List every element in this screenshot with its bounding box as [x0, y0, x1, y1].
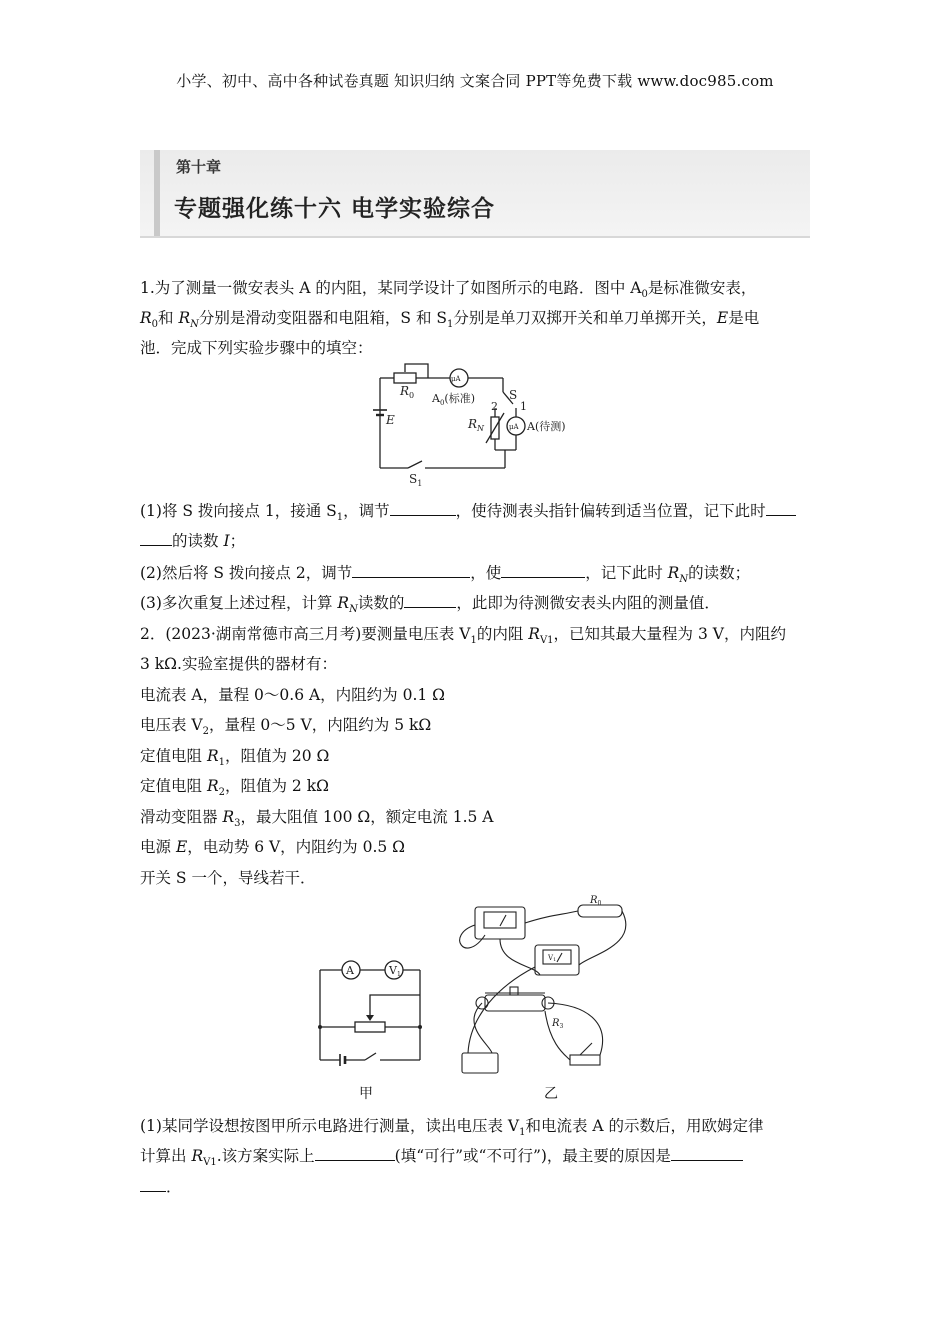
site-header: 小学、初中、高中各种试卷真题 知识归纳 文案合同 PPT等免费下载 www.doc985.com	[176, 72, 774, 90]
q2-item-r1: 定值电阻 $R_1$，阻值为 20 Ω	[140, 747, 330, 769]
blank-1b-part1[interactable]	[766, 501, 796, 516]
banner-accent-bar	[154, 150, 160, 236]
blank-1a[interactable]	[390, 501, 456, 516]
svg-text:μA: μA	[509, 423, 519, 431]
svg-text:R0: $R_0$	[590, 895, 602, 907]
svg-text:R0: $R_0$	[400, 384, 415, 400]
q1-step1-line2: 的读数 I；	[140, 529, 245, 551]
svg-text:E: E	[386, 413, 395, 427]
q2-intro-line2: 3 kΩ.实验室提供的器材有：	[140, 655, 337, 673]
r3-rheostat	[355, 1022, 385, 1032]
q2-item-switch: 开关 S 一个，导线若干．	[140, 869, 316, 887]
svg-text:RN: $R_N$	[468, 417, 485, 433]
q1-circuit-diagram	[370, 360, 590, 490]
q1-step3: (3)多次重复上述过程，计算 $R_N$读数的 ，此即为待测微安表头内阻的测量值．	[140, 594, 720, 616]
blank-2b[interactable]	[501, 563, 585, 578]
q2-part1-line2: 计算出 $R_{V1}$.该方案实际上 (填“可行”或“不可行”)，最主要的原因是	[140, 1144, 743, 1168]
q1-intro-line3: 池．完成下列实验步骤中的填空：	[140, 339, 373, 357]
chapter-label: 第十章	[176, 158, 222, 176]
switch-knife	[570, 1055, 600, 1065]
page-title: 专题强化练十六 电学实验综合	[174, 196, 496, 222]
svg-text:μA: μA	[451, 375, 461, 383]
fig-jia-circuit	[310, 955, 440, 1070]
svg-text:2: 2	[491, 400, 498, 413]
svg-text:A(待测): A(待测)	[527, 420, 566, 433]
q2-part1-line1: (1)某同学设想按图甲所示电路进行测量，读出电压表 $V_1$和电流表 A 的示数后，用欧姆定律	[140, 1117, 764, 1139]
blank-2a[interactable]	[352, 563, 470, 578]
r0-resistor	[394, 373, 416, 383]
q1-intro-line2: $R_0$和 $R_N$分别是滑动变阻器和电阻箱，S 和 $S_1$分别是单刀双掷开关和单刀单掷开关，E是电	[140, 309, 760, 331]
q1-intro-line1: 1.为了测量一微安表头 A 的内阻，某同学设计了如图所示的电路．图中 $A_0$是标准微安表，	[140, 279, 757, 301]
svg-text:A0(标准): $A_0$(标准)	[432, 392, 476, 407]
svg-text:S: S	[509, 388, 518, 402]
svg-text:1: 1	[520, 400, 527, 413]
q2-item-source: 电源 E，电动势 6 V，内阻约为 0.5 Ω	[140, 838, 406, 856]
battery	[462, 1053, 498, 1073]
svg-text:V1: V1	[389, 964, 401, 978]
svg-text:A: A	[346, 964, 354, 977]
q2-item-r2: 定值电阻 $R_2$，阻值为 2 kΩ	[140, 777, 329, 799]
blank-q2-reason-part1[interactable]	[671, 1146, 743, 1161]
fig-jia-label: 甲	[359, 1086, 373, 1102]
blank-q2-reason-part2[interactable]	[140, 1177, 166, 1192]
switch-s	[365, 1053, 376, 1060]
switch-s1	[408, 461, 422, 468]
q1-step1-line1: (1)将 S 拨向接点 1，接通 $S_1$，调节 ，使待测表头指针偏转到适当位置，记下此时	[140, 499, 796, 523]
blank-q2-feasible[interactable]	[315, 1146, 395, 1161]
fig-yi-label: 乙	[544, 1086, 558, 1102]
svg-text:S1: $S_1$	[409, 472, 423, 488]
q2-item-ammeter: 电流表 A，量程 0～0.6 A，内阻约为 0.1 Ω	[140, 686, 446, 704]
q2-part1-line3: ．	[140, 1175, 182, 1197]
q2-item-r3: 滑动变阻器 $R_3$，最大阻值 100 Ω，额定电流 1.5 A	[140, 808, 494, 830]
svg-text:R3: $R_3$	[552, 1018, 564, 1030]
fig-yi-apparatus	[440, 895, 630, 1075]
blank-3[interactable]	[404, 593, 456, 608]
q2-intro-line1: 2．(2023·湖南常德市高三月考)要测量电压表 $V_1$的内阻 $R_{V1}$，已知其最大量程为 3 V，内阻约	[140, 625, 786, 647]
svg-text:V1: V1	[548, 954, 557, 963]
chapter-banner	[140, 150, 810, 238]
blank-1b-part2[interactable]	[140, 531, 172, 546]
q1-step2: (2)然后将 S 拨向接点 2，调节 ，使 ，记下此时 $R_N$的读数；	[140, 564, 751, 586]
q2-item-v2: 电压表 $V_2$，量程 0～5 V，内阻约为 5 kΩ	[140, 716, 432, 738]
